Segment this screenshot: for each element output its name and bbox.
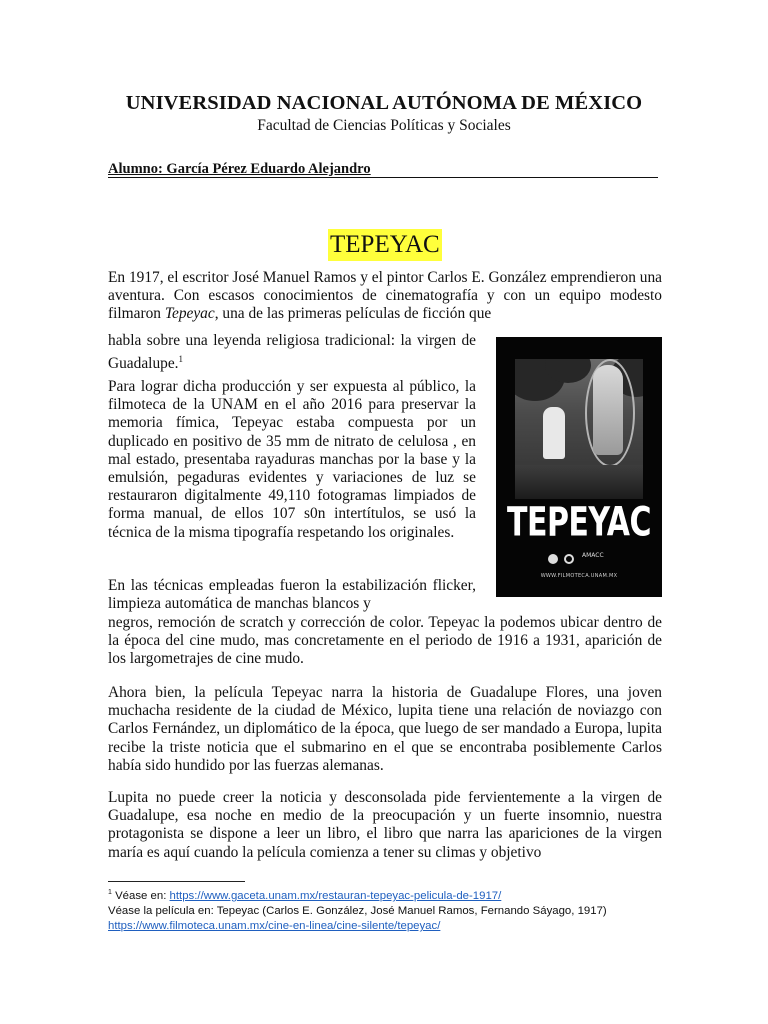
university-heading: UNIVERSIDAD NACIONAL AUTÓNOMA DE MÉXICO (125, 92, 643, 114)
poster-logos (548, 552, 618, 566)
paragraph-2: Para lograr dicha producción y ser expuesta al público, la filmoteca de la UNAM en el año 2016 para preservar la memoria fímica, Tepeyac estaba compuesta por un duplicado en positivo de 35 mm de nitrato de celulosa , en mal estado, presentaba rayaduras manchas por la base y la emulsión, pegaduras evidentes y variaciones de luz se restauraron digitalmente 49,110 fotogramas limpiados de forma manual, de ellos 107 s0n intertítulos, se usó la técnica de la misma tipografía respetando los originales. (108, 378, 476, 541)
poster-title: TEPEYAC (506, 499, 652, 547)
unam-logo-icon (564, 554, 574, 564)
footnote-3 (108, 919, 440, 933)
footnote-separator (108, 881, 245, 882)
paragraph-3-part-b: negros, remoción de scratch y corrección de color. Tepeyac la podemos ubicar dentro de la época del cine mudo, mas concretamente en el periodo de 1916 a 1931, aparición de los largometrajes de cine mudo. (108, 614, 662, 668)
student-name: Alumno: García Pérez Eduardo Alejandro (108, 161, 371, 177)
student-line (108, 161, 658, 178)
footnote-2: Véase la película en: Tepeyac (Carlos E. González, José Manuel Ramos, Fernando Sáyago, 1917) (108, 905, 607, 917)
paragraph-3-part-a: En las técnicas empleadas fueron la estabilización flicker, limpieza automática de manchas blancos y (108, 577, 476, 613)
footnote-ref-1[interactable]: 1 (178, 354, 184, 365)
poster-water (515, 465, 643, 499)
poster-url: WWW.FILMOTECA.UNAM.MX (540, 573, 618, 579)
paragraph-1-continued-text: habla sobre una leyenda religiosa tradicional: la virgen de Guadalupe. (108, 332, 476, 373)
footnote-1-label: Véase en: (111, 889, 170, 902)
poster-virgin-figure (593, 365, 623, 455)
paragraph-1-italic: Tepeyac (164, 305, 215, 323)
amacc-logo: AMACC (582, 552, 604, 559)
faculty-subheading: Facultad de Ciencias Políticas y Sociales (257, 117, 511, 134)
footnote-1 (108, 886, 501, 903)
filmoteca-logo-icon (548, 554, 558, 564)
footnote-1-number: 1 (108, 889, 112, 896)
paragraph-1-end: , una de las primeras películas de ficción que (214, 305, 492, 323)
poster-kneeling-figure (543, 407, 565, 459)
footnote-1-link[interactable]: https://www.gaceta.unam.mx/restauran-tepeyac-pelicula-de-1917/ (169, 889, 502, 902)
footnote-3-link[interactable]: https://www.filmoteca.unam.mx/cine-en-linea/cine-silente/tepeyac/ (108, 920, 441, 932)
poster-photo (515, 359, 643, 499)
document-title: TEPEYAC (328, 229, 442, 261)
paragraph-1-text: En 1917, el escritor José Manuel Ramos y el pintor Carlos E. González emprendieron una aventura. Con escasos conocimientos de cinematografía y con un equipo modesto filmaron (108, 269, 662, 323)
film-poster (496, 337, 662, 597)
paragraph-5: Lupita no puede creer la noticia y desconsolada pide fervientemente a la virgen de Guadalupe, esa noche en medio de la preocupación y un fuerte insomnio, nuestra protagonista se dispone a leer un libro, el libro que narra las apariciones de la virgen maría es aquí cuando la película comienza a tener su climas y objetivo (108, 789, 662, 861)
paragraph-1-continued (108, 332, 476, 374)
paragraph-1 (108, 269, 662, 324)
paragraph-4: Ahora bien, la película Tepeyac narra la historia de Guadalupe Flores, una joven muchacha residente de la ciudad de México, lupita tiene una relación de noviazgo con Carlos Fernández, un diplomático de la época, que luego de ser mandado a Europa, lupita recibe la triste noticia que el submarino en el que se encontraba posiblemente Carlos había sido hundido por las fuerzas alemanas. (108, 684, 662, 774)
